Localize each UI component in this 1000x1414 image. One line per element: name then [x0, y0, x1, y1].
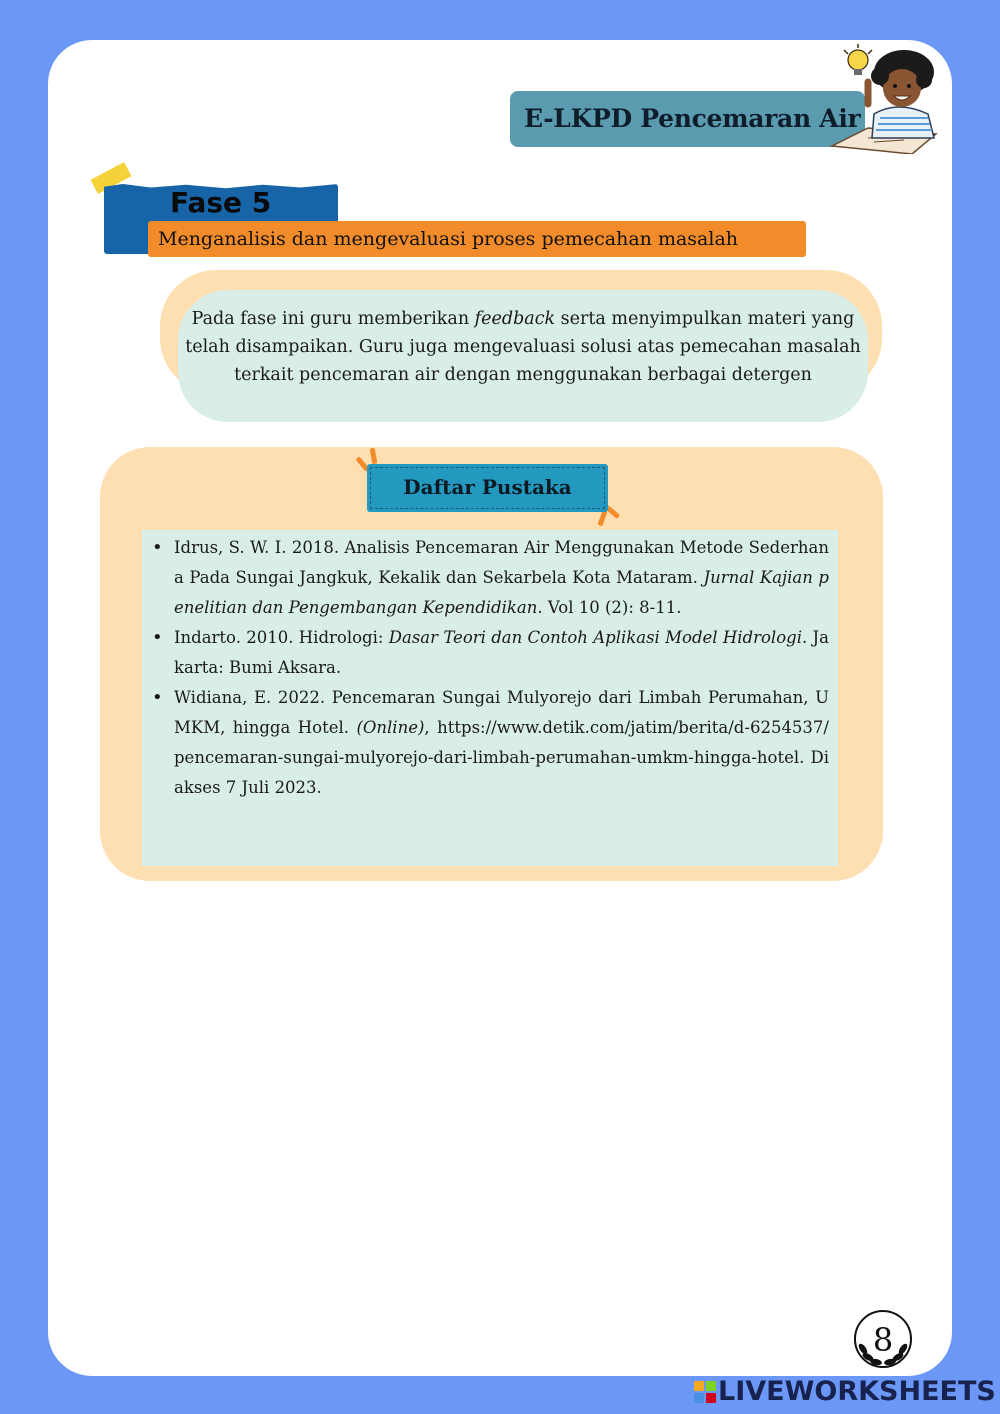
feedback-text: Pada fase ini guru memberikan feedback serta menyimpulkan materi yang telah disampaikan. Guru juga mengevaluasi solusi atas pemecahan masalah terkait pencemaran air dengan menggunakan berbagai detergen — [185, 309, 861, 385]
list-item: • Indarto. 2010. Hidrologi: Dasar Teori dan Contoh Aplikasi Model Hidrologi. Jakarta: Bumi Aksara. — [174, 623, 829, 683]
page-number: 8 — [872, 1321, 894, 1359]
list-item: • Widiana, E. 2022. Pencemaran Sungai Mulyorejo dari Limbah Perumahan, UMKM, hingga Hotel. (Online), https://www.detik.com/jatim/berita/d-6254537/pencemaran-sungai-mulyorejo-dari-limbah-perumahan-umkm-hingga-hotel. Di akses 7 Juli 2023. — [174, 683, 829, 803]
girl-with-lightbulb-icon — [828, 42, 940, 154]
phase-subtitle: Menganalisis dan mengevaluasi proses pemecahan masalah — [148, 221, 806, 257]
references-title: Daftar Pustaka — [367, 464, 608, 512]
watermark: LIVEWORKSHEETS — [694, 1377, 996, 1407]
feedback-emphasis: feedback — [474, 309, 556, 329]
laurel-wreath-icon — [851, 1309, 915, 1373]
list-item: • Idrus, S. W. I. 2018. Analisis Pencemaran Air Menggunakan Metode Sederhana Pada Sungai Jangkuk, Kekalik dan Sekarbela Kota Mataram. Jurnal Kajian penelitian dan Pengembangan Kependidikan. Vol 10 (2): 8-11. — [174, 533, 829, 623]
liveworksheets-logo-icon — [694, 1381, 716, 1403]
phase-title: Fase 5 — [170, 186, 272, 219]
header-title: E-LKPD Pencemaran Air — [510, 91, 865, 147]
references-list — [174, 533, 829, 803]
